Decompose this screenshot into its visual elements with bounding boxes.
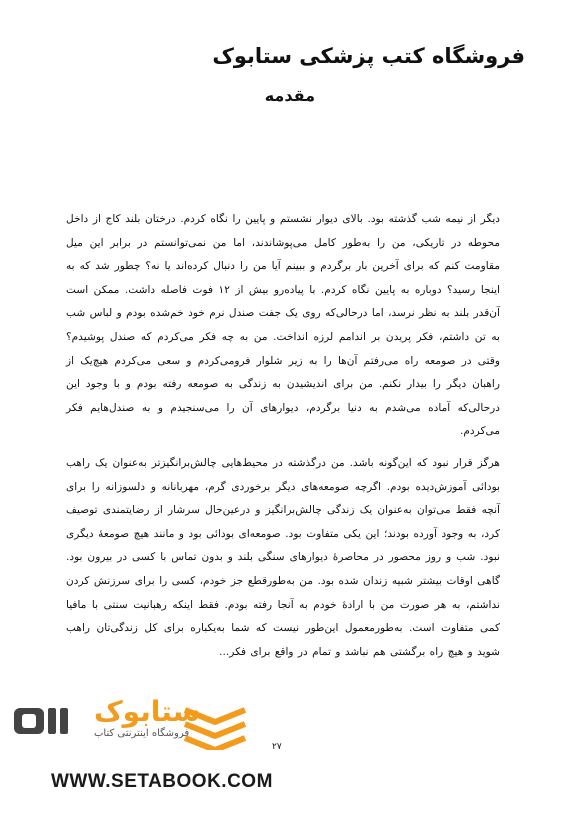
logo-wordmark: ستابوک <box>94 695 201 728</box>
section-title: مقدمه <box>264 86 315 105</box>
site-url[interactable]: WWW.SETABOOK.COM <box>51 771 273 792</box>
paragraph: دیگر از نیمه شب گذشته بود. بالای دیوار نشستم و پایین را نگاه کردم. درختان بلند کاج از داخل محوطه در تاریکی، من را به‌طور کامل می‌پوشاندند، اما من نمی‌توانستم در برابر این میل مقاومت کنم که برای آخرین بار برگردم و ببینم آیا من را دنبال کرده‌اند یا نه؟ چطور شد که به اینجا رسید؟ دوباره به پایین نگاه کردم. با پیاده‌رو بیش از ۱۲ فوت فاصله داشت. ممکن است آن‌قدر بلند به نظر نرسد، اما درحالی‌که روی یک جفت صندل نرم خود خم‌شده بودم و لباس شب به تن داشتم، فکر پریدن بر اندامم لرزه انداخت. من به چه فکر می‌کردم که صندل پوشیدم؟ وقتی در صومعه راه می‌رفتم آن‌ها را به زیر شلوار فرومی‌کردم و سعی می‌کردم هیچ‌یک از راهبان دیگر را بیدار نکنم. من برای اندیشیدن به زندگی به صومعه رفته بودم و با وجود این درحالی‌که آماده می‌شدم به دنیا برگردم، دیوارهای آن را می‌سنجیدم و به صندل‌هایم فکر می‌کردم. <box>66 213 500 438</box>
book-pages-icon <box>180 700 250 750</box>
body-text <box>66 208 500 672</box>
logo-tagline: فروشگاه اینترنتی کتاب <box>94 728 190 739</box>
page-number: ۲۷ <box>272 742 282 752</box>
store-title: فروشگاه کتب پزشکی ستابوک <box>212 44 525 68</box>
paragraph: هرگز قرار نبود که این‌گونه باشد. من درگذشته در محیط‌هایی چالش‌برانگیزتر به‌عنوان یک راهب بودائی آموزش‌دیده بودم. اگرچه صومعه‌های دیگر برخوردی گرم، مهربانانه و دلسوزانه را برای آنچه فقط می‌توان به‌عنوان یک زندگی چالش‌برانگیز و درعین‌حال سرشار از رضایتمندی توصیف کرد، به وجود آورده بودند؛ این یکی متفاوت بود. صومعه‌ای بودائی بود و مانند هیچ صومعهٔ دیگری نبود. شب و روز محصور در محاصرهٔ دیوارهای سنگی بلند و بدون تماس با کسی در بیرون بود. گاهی اوقات بیشتر شبیه زندان شده بود. من به‌طورقطع جز خودم، کسی را برای سرزنش کردن نداشتم، به هر صورت من با ارادهٔ خودم به آنجا رفته بودم. فقط اینکه رهبانیت سنتی با مافیا کمی متفاوت است. به‌طورمعمول این‌طور نیست که شما به‌یکباره برای کل زندگی‌تان راهب شوید و هیچ راه برگشتی هم نباشد و تمام در واقع برای فکر... <box>66 456 500 658</box>
book-stack-icon <box>10 694 100 752</box>
